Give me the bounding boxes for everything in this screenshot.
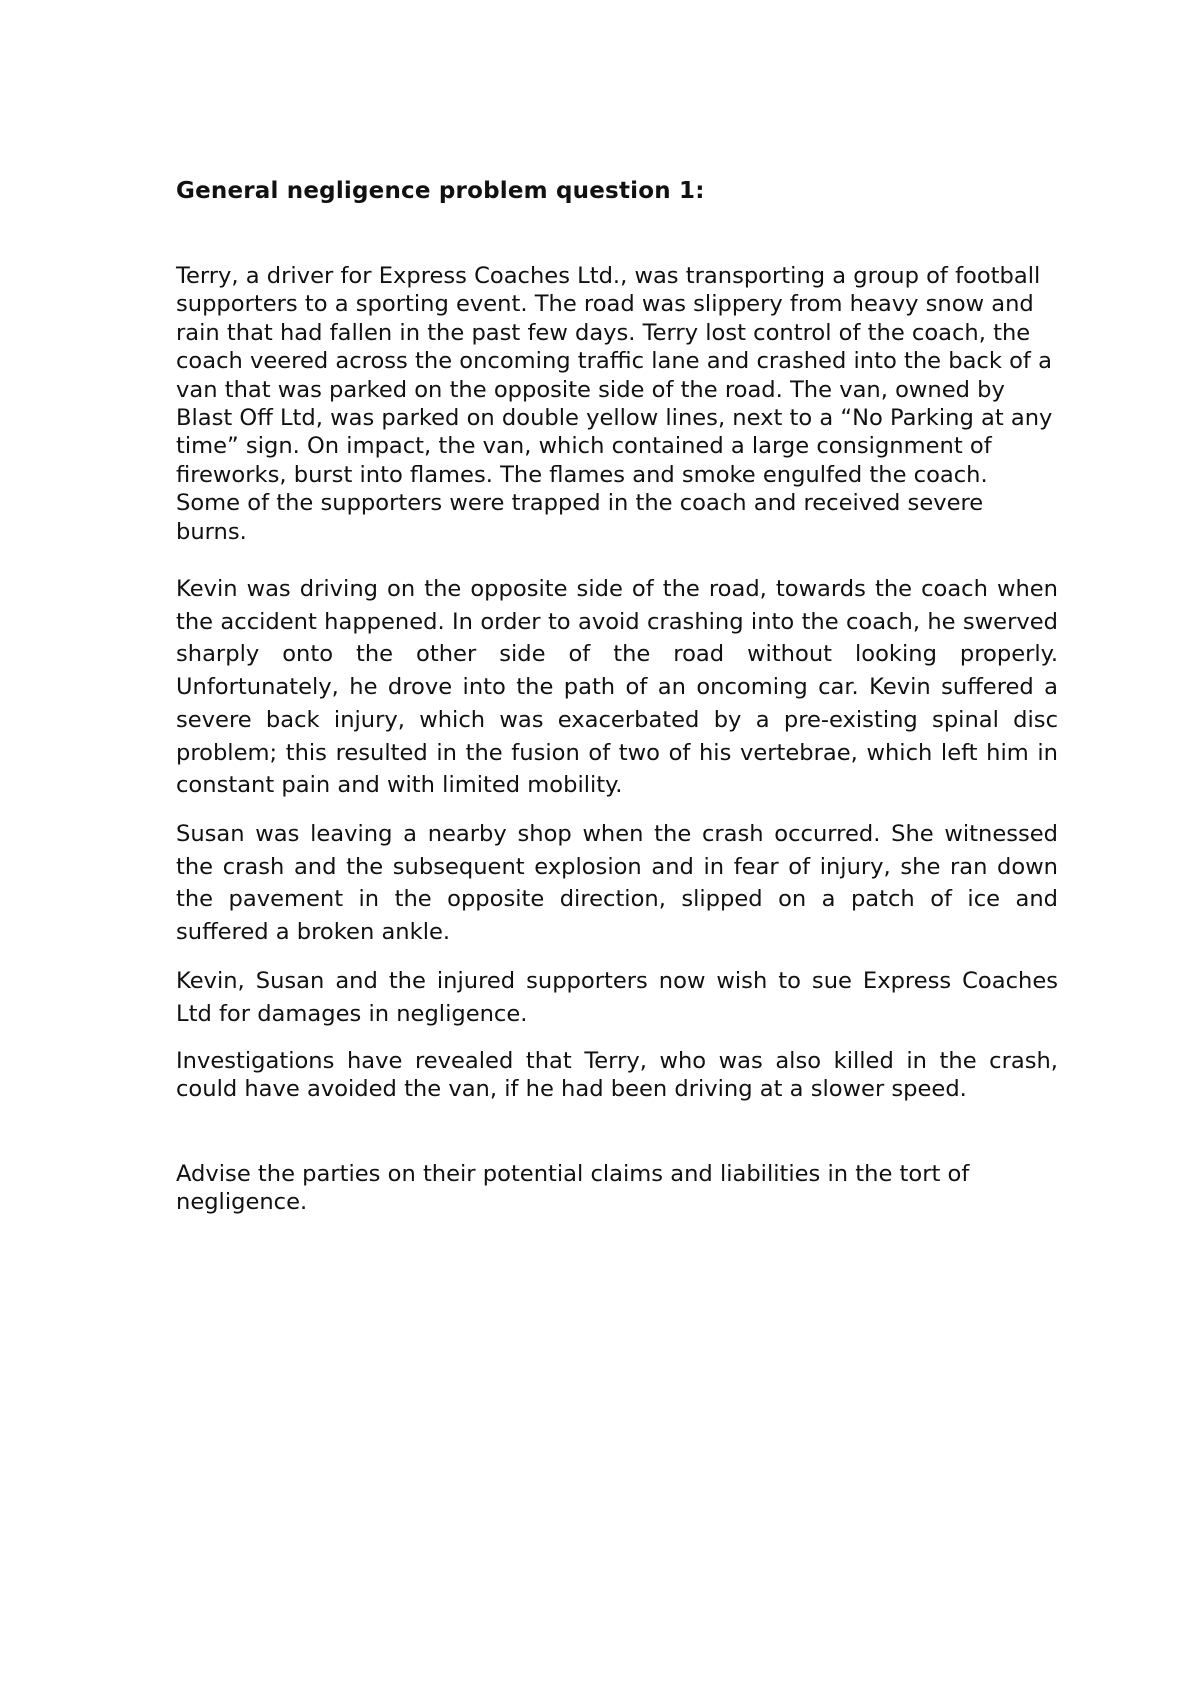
paragraph-investigation: Investigations have revealed that Terry, who was also killed in the crash, could have avoided the van, if he had been driving at a slower speed. [176, 1048, 1058, 1103]
paragraph-scenario: Terry, a driver for Express Coaches Ltd., was transporting a group of football supporters to a sporting event. The road was slippery from heavy snow and rain that had fallen in the past few days. Terry lost control of the coach, the coach veered across the oncoming traffic lane and crashed into the back of a van that was parked on the opposite side of the road. The van, owned by Blast Off Ltd, was parked on double yellow lines, next to a “No Parking at any time” sign. On impact, the van, which contained a large consignment of fireworks, burst into flames. The flames and smoke engulfed the coach. Some of the supporters were trapped in the coach and received severe burns. [176, 263, 1053, 545]
document-title: General negligence problem question 1: [176, 178, 705, 204]
paragraph-kevin: Kevin was driving on the opposite side of the road, towards the coach when the accident happened. In order to avoid crashing into the coach, he swerved sharply onto the other side of the road without looking properly. Unfortunately, he drove into the path of an oncoming car. Kevin suffered a severe back injury, which was exacerbated by a pre-existing spinal disc problem; this resulted in the fusion of two of his vertebrae, which left him in constant pain and with limited mobility. [176, 576, 1058, 799]
paragraph-instruction: Advise the parties on their potential claims and liabilities in the tort of negligence. [176, 1161, 970, 1216]
paragraph-claimants: Kevin, Susan and the injured supporters now wish to sue Express Coaches Ltd for damages in negligence. [176, 968, 1058, 1027]
paragraph-susan: Susan was leaving a nearby shop when the crash occurred. She witnessed the crash and the subsequent explosion and in fear of injury, she ran down the pavement in the opposite direction, slipped on a patch of ice and suffered a broken ankle. [176, 821, 1058, 946]
